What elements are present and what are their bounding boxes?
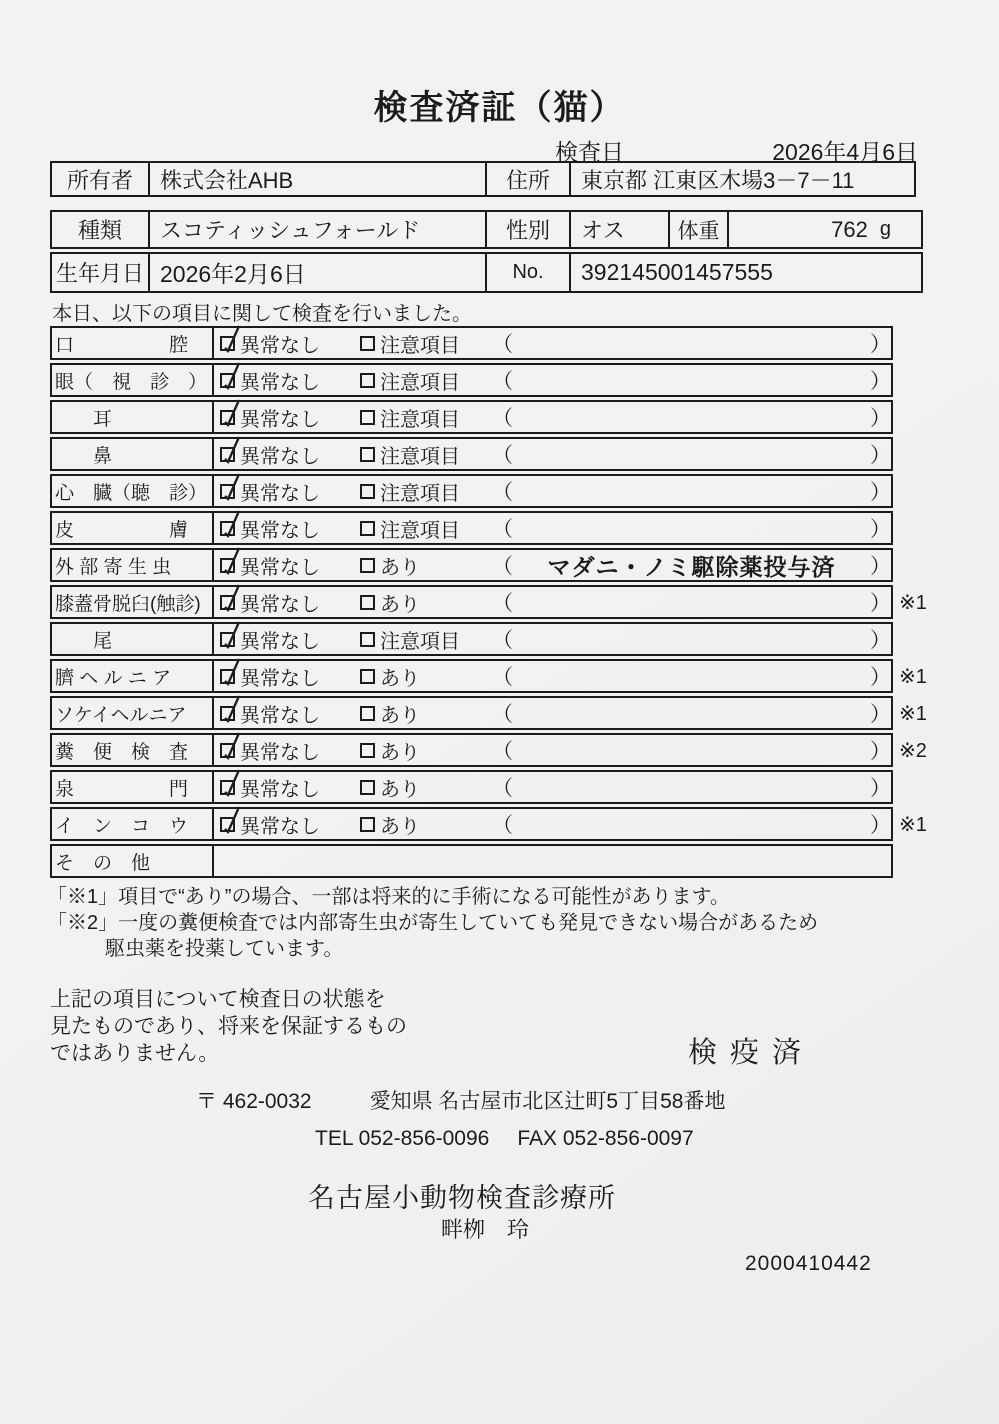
document-number: 2000410442 xyxy=(745,1252,872,1275)
paren-close: ） xyxy=(870,703,891,726)
birthdate-value: 2026年2月6日 xyxy=(150,254,487,291)
paren-close: ） xyxy=(870,518,891,541)
checkbox-label: 注意項目 xyxy=(380,371,460,394)
checkbox-unchecked xyxy=(360,447,375,462)
checkbox-checked xyxy=(220,632,235,647)
intro-text: 本日、以下の項目に関して検査を行いました。 xyxy=(52,303,472,325)
checkbox-checked xyxy=(220,410,235,425)
birthdate-label: 生年月日 xyxy=(52,254,150,291)
checkbox-checked xyxy=(220,706,235,721)
checkbox-unchecked xyxy=(360,410,375,425)
clinic-address: 愛知県 名古屋市北区辻町5丁目58番地 xyxy=(369,1090,726,1113)
checkbox-checked xyxy=(220,558,235,573)
exam-item-result xyxy=(214,513,891,543)
exam-item-label: 皮 膚 xyxy=(52,513,214,543)
checkbox-label: 異常なし xyxy=(240,630,320,653)
checkbox-unchecked xyxy=(360,484,375,499)
checkbox-unchecked xyxy=(360,558,375,573)
checkbox-label: 注意項目 xyxy=(380,519,460,542)
checklist-row-other xyxy=(50,844,893,878)
checkbox-checked xyxy=(220,521,235,536)
paren-close: ） xyxy=(870,444,891,467)
paren-open: （ xyxy=(492,592,513,615)
checkbox-label: 異常なし xyxy=(240,667,320,690)
paren-close: ） xyxy=(870,814,891,837)
sex-value: オス xyxy=(581,218,625,243)
exam-item-label: 尾 xyxy=(52,624,214,654)
check-mark-icon xyxy=(218,434,244,466)
checklist-row-patella xyxy=(50,585,927,619)
paren-close: ） xyxy=(870,666,891,689)
paren-close: ） xyxy=(870,777,891,800)
exam-item-label: 口 腔 xyxy=(52,328,214,358)
checklist-row-heart xyxy=(50,474,893,508)
paren-open: （ xyxy=(492,703,513,726)
checkbox-unchecked xyxy=(360,521,375,536)
checklist-row-external-parasites xyxy=(50,548,893,582)
remark-mark: ※1 xyxy=(899,703,927,725)
sex-label: 性別 xyxy=(487,212,571,247)
checkbox-label: 異常なし xyxy=(240,741,320,764)
check-mark-icon xyxy=(218,545,244,577)
page-title: 検査済証（猫） xyxy=(373,89,626,127)
check-mark-icon xyxy=(218,397,244,429)
checkbox-unchecked xyxy=(360,336,375,351)
exam-item-result xyxy=(214,661,891,691)
owner-table xyxy=(50,161,916,197)
checkbox-checked xyxy=(220,447,235,462)
checklist-row-umbilical-hernia xyxy=(50,659,927,693)
weight-value: 762 xyxy=(831,216,868,242)
weight-label: 体重 xyxy=(668,212,729,247)
owner-label: 所有者 xyxy=(52,163,150,195)
paren-open: （ xyxy=(492,666,513,689)
weight-value-cell xyxy=(729,212,921,247)
remark-mark: ※2 xyxy=(899,740,927,762)
exam-item-result xyxy=(214,624,891,654)
checkbox-label: 異常なし xyxy=(240,815,320,838)
checkbox-label: 異常なし xyxy=(240,482,320,505)
inspection-date-value: 2026年4月6日 xyxy=(772,139,918,165)
paren-close: ） xyxy=(870,370,891,393)
checkbox-checked xyxy=(220,336,235,351)
exam-item-result xyxy=(214,439,891,469)
disclaimer-line-1: 上記の項目について検査日の状態を xyxy=(50,988,386,1011)
paren-open: （ xyxy=(492,407,513,430)
examiner-name: 畔栁 玲 xyxy=(441,1217,530,1242)
paren-open: （ xyxy=(492,629,513,652)
exam-item-result xyxy=(214,735,891,765)
check-mark-icon xyxy=(218,767,244,799)
exam-item-result xyxy=(214,550,891,580)
checkbox-checked xyxy=(220,484,235,499)
check-mark-icon xyxy=(218,582,244,614)
id-number-label: No. xyxy=(487,254,571,291)
checkbox-unchecked xyxy=(360,632,375,647)
checkbox-label: あり xyxy=(380,667,420,690)
owner-value: 株式会社AHB xyxy=(150,163,487,195)
address-value: 東京都 江東区木場3－7－11 xyxy=(581,167,855,193)
checkbox-label: あり xyxy=(380,704,420,727)
clinic-contact-row xyxy=(315,1127,694,1151)
checkbox-label: 異常なし xyxy=(240,556,320,579)
checkbox-unchecked xyxy=(360,743,375,758)
remark-mark: ※1 xyxy=(899,592,927,614)
checklist-row-eyes xyxy=(50,363,893,397)
checklist-row-nose xyxy=(50,437,893,471)
checkbox-unchecked xyxy=(360,817,375,832)
checkbox-unchecked xyxy=(360,669,375,684)
exam-checklist xyxy=(50,326,927,881)
footnote-2: 「※2」一度の糞便検査では内部寄生虫が寄生していても発見できない場合があるため xyxy=(47,912,819,934)
checkbox-checked xyxy=(220,817,235,832)
exam-item-result xyxy=(214,698,891,728)
checkbox-label: あり xyxy=(380,556,420,579)
paren-close: ） xyxy=(870,333,891,356)
check-mark-icon xyxy=(218,323,244,355)
check-mark-icon xyxy=(218,730,244,762)
checkbox-label: あり xyxy=(380,778,420,801)
check-mark-icon xyxy=(218,508,244,540)
exam-item-label: 心 臓（聴 診） xyxy=(52,476,214,506)
exam-item-label: 耳 xyxy=(52,402,214,432)
checkbox-label: あり xyxy=(380,815,420,838)
check-mark-icon xyxy=(218,360,244,392)
clinic-address-row xyxy=(196,1085,725,1115)
id-number-value: 392145001457555 xyxy=(581,259,773,285)
checklist-row-fontanelle xyxy=(50,770,893,804)
paren-close: ） xyxy=(870,740,891,763)
exam-item-label: 糞 便 検 査 xyxy=(52,735,214,765)
clinic-fax: FAX 052-856-0097 xyxy=(517,1127,694,1150)
exam-item-result xyxy=(214,402,891,432)
check-mark-icon xyxy=(218,471,244,503)
checklist-row-skin xyxy=(50,511,893,545)
exam-item-result xyxy=(214,328,891,358)
checkbox-checked xyxy=(220,595,235,610)
disclaimer-line-3: ではありません。 xyxy=(50,1042,220,1065)
checkbox-label: 異常なし xyxy=(240,519,320,542)
exam-item-result xyxy=(214,365,891,395)
checkbox-unchecked xyxy=(360,373,375,388)
clinic-name: 名古屋小動物検査診療所 xyxy=(308,1183,616,1213)
exam-item-result xyxy=(214,476,891,506)
checkbox-checked xyxy=(220,743,235,758)
paren-close: ） xyxy=(870,629,891,652)
exam-item-label: 泉 門 xyxy=(52,772,214,802)
exam-item-label: ソケイヘルニア xyxy=(52,698,214,728)
paren-close: ） xyxy=(870,555,891,578)
checkbox-checked xyxy=(220,780,235,795)
paren-open: （ xyxy=(492,555,513,578)
checkbox-label: 異常なし xyxy=(240,334,320,357)
exam-item-label: 外 部 寄 生 虫 xyxy=(52,550,214,580)
remark-mark: ※1 xyxy=(899,814,927,836)
check-mark-icon xyxy=(218,656,244,688)
breed-value: スコティッシュフォールド xyxy=(150,212,487,247)
exam-item-label: そ の 他 xyxy=(52,846,214,876)
exam-item-label: 臍 ヘ ル ニ ア xyxy=(52,661,214,691)
checkbox-label: あり xyxy=(380,593,420,616)
footnote-2-continued: 駆虫薬を投薬しています。 xyxy=(105,938,344,960)
paren-open: （ xyxy=(492,481,513,504)
remark-mark: ※1 xyxy=(899,666,927,688)
paren-open: （ xyxy=(492,370,513,393)
checklist-row-ears xyxy=(50,400,893,434)
clinic-postal-code: 〒 462-0032 xyxy=(196,1090,312,1113)
exam-note: マダニ・ノミ駆除薬投与済 xyxy=(547,553,836,580)
check-mark-icon xyxy=(218,619,244,651)
weight-unit: g xyxy=(879,218,891,240)
checkbox-label: 異常なし xyxy=(240,408,320,431)
inspection-date-label: 検査日 xyxy=(555,139,624,165)
exam-item-result xyxy=(214,772,891,802)
check-mark-icon xyxy=(218,804,244,836)
checkbox-label: 異常なし xyxy=(240,593,320,616)
paren-close: ） xyxy=(870,407,891,430)
disclaimer-line-2: 見たものであり、将来を保証するもの xyxy=(50,1015,407,1038)
address-label: 住所 xyxy=(487,163,571,195)
disclaimer-text xyxy=(50,986,407,1067)
checkbox-label: 注意項目 xyxy=(380,630,460,653)
checkbox-label: 注意項目 xyxy=(380,482,460,505)
checkbox-label: 異常なし xyxy=(240,445,320,468)
footnote-1: 「※1」項目で“あり”の場合、一部は将来的に手術になる可能性があります。 xyxy=(47,886,730,908)
checkbox-label: 注意項目 xyxy=(380,334,460,357)
exam-item-result xyxy=(214,809,891,839)
paren-open: （ xyxy=(492,444,513,467)
paren-open: （ xyxy=(492,777,513,800)
checklist-row-inkou xyxy=(50,807,927,841)
checkbox-unchecked xyxy=(360,595,375,610)
exam-item-result xyxy=(214,846,891,876)
paren-close: ） xyxy=(870,481,891,504)
animal-table-row-breed xyxy=(50,210,923,249)
exam-item-result xyxy=(214,587,891,617)
footnotes xyxy=(47,884,818,962)
paren-open: （ xyxy=(492,814,513,837)
checklist-row-mouth xyxy=(50,326,893,360)
checkbox-unchecked xyxy=(360,780,375,795)
checkbox-unchecked xyxy=(360,706,375,721)
clinic-tel: TEL 052-856-0096 xyxy=(315,1127,490,1150)
check-mark-icon xyxy=(218,693,244,725)
checkbox-label: 注意項目 xyxy=(380,445,460,468)
paren-open: （ xyxy=(492,333,513,356)
checkbox-label: 注意項目 xyxy=(380,408,460,431)
checklist-row-fecal-exam xyxy=(50,733,927,767)
exam-item-label: 眼（ 視 診 ） xyxy=(52,365,214,395)
checkbox-label: 異常なし xyxy=(240,704,320,727)
paren-open: （ xyxy=(492,518,513,541)
checkbox-label: 異常なし xyxy=(240,371,320,394)
checklist-row-tail xyxy=(50,622,893,656)
exam-item-label: 膝蓋骨脱臼(触診) xyxy=(52,587,214,617)
checkbox-label: あり xyxy=(380,741,420,764)
animal-table-row-birth xyxy=(50,252,923,293)
paren-open: （ xyxy=(492,740,513,763)
checkbox-checked xyxy=(220,373,235,388)
exam-item-label: 鼻 xyxy=(52,439,214,469)
exam-item-label: イ ン コ ウ xyxy=(52,809,214,839)
checkbox-label: 異常なし xyxy=(240,778,320,801)
paren-close: ） xyxy=(870,592,891,615)
breed-label: 種類 xyxy=(52,212,150,247)
checklist-row-inguinal-hernia xyxy=(50,696,927,730)
checkbox-checked xyxy=(220,669,235,684)
quarantine-stamp: 検疫済 xyxy=(688,1037,815,1069)
